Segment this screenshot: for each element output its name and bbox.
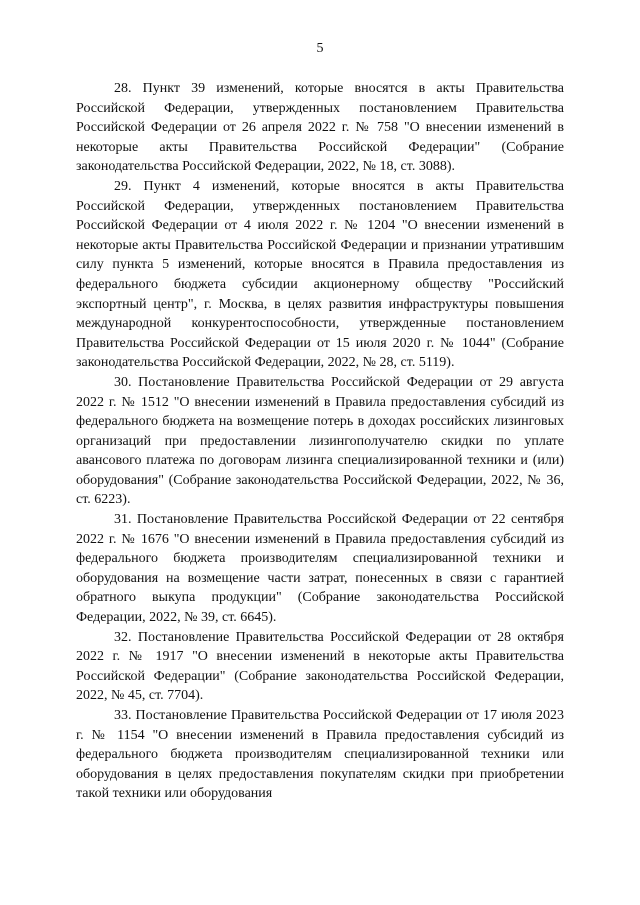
paragraph-item-29: 29. Пункт 4 изменений, которые вносятся в акты Правительства Российской Федерации, утвержденных постановлением Правительства Российской Федерации от 4 июля 2022 г. № 1204 "О внесении изменений в некоторые акты Правительства Российской Федерации и признании утратившим силу пункта 5 изменений, которые вносятся в Правила предоставления из федерального бюджета субсидии акционерному обществу "Российский экспортный центр", г. Москва, в целях развития инфраструктуры повышения международной конкурентоспособности, утвержденные постановлением Правительства Российской Федерации от 15 июля 2020 г. № 1044" (Собрание законодательства Российской Федерации, 2022, № 28, ст. 5119). xyxy=(76,178,564,371)
paragraph-item-32: 32. Постановление Правительства Российской Федерации от 28 октября 2022 г. № 1917 "О внесении изменений в некоторые акты Правительства Российской Федерации" (Собрание законодательства Российской Федерации, 2022, № 45, ст. 7704). xyxy=(76,629,564,704)
paragraph-item-30: 30. Постановление Правительства Российской Федерации от 29 августа 2022 г. № 1512 "О внесении изменений в Правила предоставления субсидий из федерального бюджета на возмещение потерь в доходах российских лизинговых организаций при предоставлении лизингополучателю скидки по уплате авансового платежа по договорам лизинга специализированной техники и (или) оборудования" (Собрание законодательства Российской Федерации, 2022, № 36, ст. 6223). xyxy=(76,374,564,508)
paragraph-item-28: 28. Пункт 39 изменений, которые вносятся в акты Правительства Российской Федерации, утвержденных постановлением Правительства Российской Федерации от 26 апреля 2022 г. № 758 "О внесении изменений в некоторые акты Правительства Российской Федерации" (Собрание законодательства Российской Федерации, 2022, № 18, ст. 3088). xyxy=(76,81,564,175)
page-number: 5 xyxy=(316,41,324,56)
paragraph-item-31: 31. Постановление Правительства Российской Федерации от 22 сентября 2022 г. № 1676 "О внесении изменений в Правила предоставления субсидий из федерального бюджета производителям специализированной техники и оборудования на возмещение части затрат, понесенных в связи с гарантией обратного выкупа продукции" (Собрание законодательства Российской Федерации, 2022, № 39, ст. 6645). xyxy=(76,512,564,626)
paragraph-item-33: 33. Постановление Правительства Российской Федерации от 17 июля 2023 г. № 1154 "О внесении изменений в Правила предоставления субсидий из федерального бюджета производителям специализированной техники или оборудования в целях предоставления покупателям скидки при приобретении такой техники или оборудования xyxy=(76,708,564,802)
document-body xyxy=(76,79,564,804)
